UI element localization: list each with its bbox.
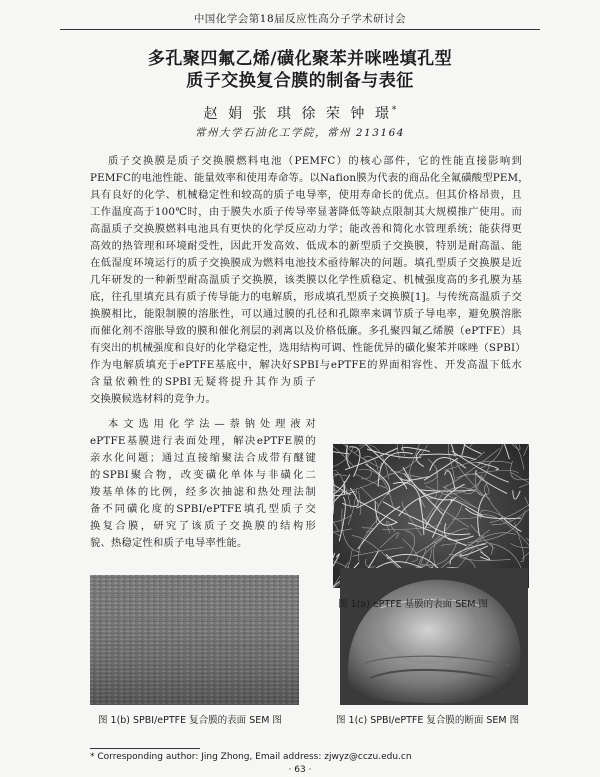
body-line: 几年研发的一种新型耐高温质子交换膜，该类膜以化学性质稳定、机械强度高的多孔膜为基 <box>90 274 522 286</box>
paper-title-line2: 质子交换复合膜的制备与表征 <box>186 71 414 91</box>
paper-title-line1: 多孔聚四氟乙烯/磺化聚苯并咪唑填孔型 <box>147 49 453 69</box>
body-line: 有突出的机械强度和良好的化学稳定性，选用结构可调、性能优异的磺化聚苯并咪唑（SPBI） <box>90 342 526 354</box>
body-line: 而催化剂不溶胀导致的膜和催化剂层的剥离以及价格低廉。多孔聚四氟乙烯膜（ePTFE）具 <box>90 325 522 337</box>
body-line: 本文选用化学法—萘钠处理液对 <box>108 418 316 430</box>
figure-1b-sem-image <box>90 575 299 705</box>
footnote-rule <box>90 748 200 749</box>
body-line: 高效的热管理和环境耐受性，因此开发高效、低成本的新型质子交换膜，特别是耐高温、能 <box>90 240 522 252</box>
body-line: PEMFC的电池性能、能量效率和使用寿命等。以Nafion膜为代表的商品化全氟磺酸型PEM， <box>90 172 529 184</box>
body-line: 工作温度高于100℃时，由于膜失水质子传导率显著降低等缺点限制其大规模推广使用。而 <box>90 206 522 218</box>
page-number: · 63 · <box>288 765 312 775</box>
figure-1a-caption: 图 1(a) ePTFE 基膜的表面 SEM 图 <box>338 599 488 610</box>
body-line: 交换膜候选材料的竞争力。 <box>90 393 216 405</box>
figure-1c-sem-image <box>340 568 528 705</box>
running-header: 中国化学会第18届反应性高分子学术研讨会 <box>60 11 540 30</box>
body-line: 高温质子交换膜燃料电池具有更快的化学反应动力学；能改善和简化水管理系统；能获得更 <box>90 223 522 235</box>
body-line: 亲水化问题；通过直接缩聚法合成带有醚键 <box>90 452 316 464</box>
figure-1c-caption: 图 1(c) SPBI/ePTFE 复合膜的断面 SEM 图 <box>336 715 520 726</box>
body-line: 含量依赖性的SPBI无疑将提升其作为质子 <box>90 376 316 388</box>
author-list <box>0 103 600 123</box>
body-line: 羧基单体的比例，经多次抽滤和热处理法制 <box>90 486 316 498</box>
figure-1a-sem-image <box>333 444 529 588</box>
body-line: 质子交换膜是质子交换膜燃料电池（PEMFC）的核心部件，它的性能直接影响到 <box>108 155 522 167</box>
body-line: 的SPBI聚合物，改变磺化单体与非磺化二 <box>90 469 316 481</box>
body-line: ePTFE基膜进行表面处理，解决ePTFE膜的 <box>90 435 316 447</box>
figure-1b-caption: 图 1(b) SPBI/ePTFE 复合膜的表面 SEM 图 <box>98 715 282 726</box>
body-line: 在低湿度环境运行的质子交换膜成为燃料电池技术亟待解决的问题。填孔型质子交换膜是近 <box>90 257 522 269</box>
body-line: 换膜相比，能限制膜的溶胀性，可以通过膜的孔径和孔隙率来调节质子导电率，避免膜溶胀 <box>90 308 522 320</box>
author-names: 赵 娟 张 琪 徐 荣 钟 璟 <box>203 106 392 122</box>
affiliation: 常州大学石油化工学院，常州 213164 <box>195 127 405 139</box>
body-line: 换复合膜，研究了该质子交换膜的结构形 <box>90 520 316 532</box>
body-line: 底，往孔里填充具有质子传导能力的电解质，形成填孔型质子交换膜[1]。与传统高温质子交 <box>90 291 522 303</box>
corresponding-mark: * <box>391 105 397 116</box>
body-line: 具有良好的化学、机械稳定性和较高的质子电导率，使用寿命长的优点。但其价格昂贵，且 <box>90 189 522 201</box>
body-line: 作为电解质填充于ePTFE基底中，解决好SPBI与ePTFE的界面相容性、开发高温下低水 <box>90 359 522 371</box>
body-line: 备不同磺化度的SPBI/ePTFE填孔型质子交 <box>90 503 316 515</box>
footnote: * Corresponding author: Jing Zhong, Email address: zjwyz@cczu.edu.cn <box>90 752 412 762</box>
body-line: 貌、热稳定性和质子电导率性能。 <box>90 537 248 549</box>
